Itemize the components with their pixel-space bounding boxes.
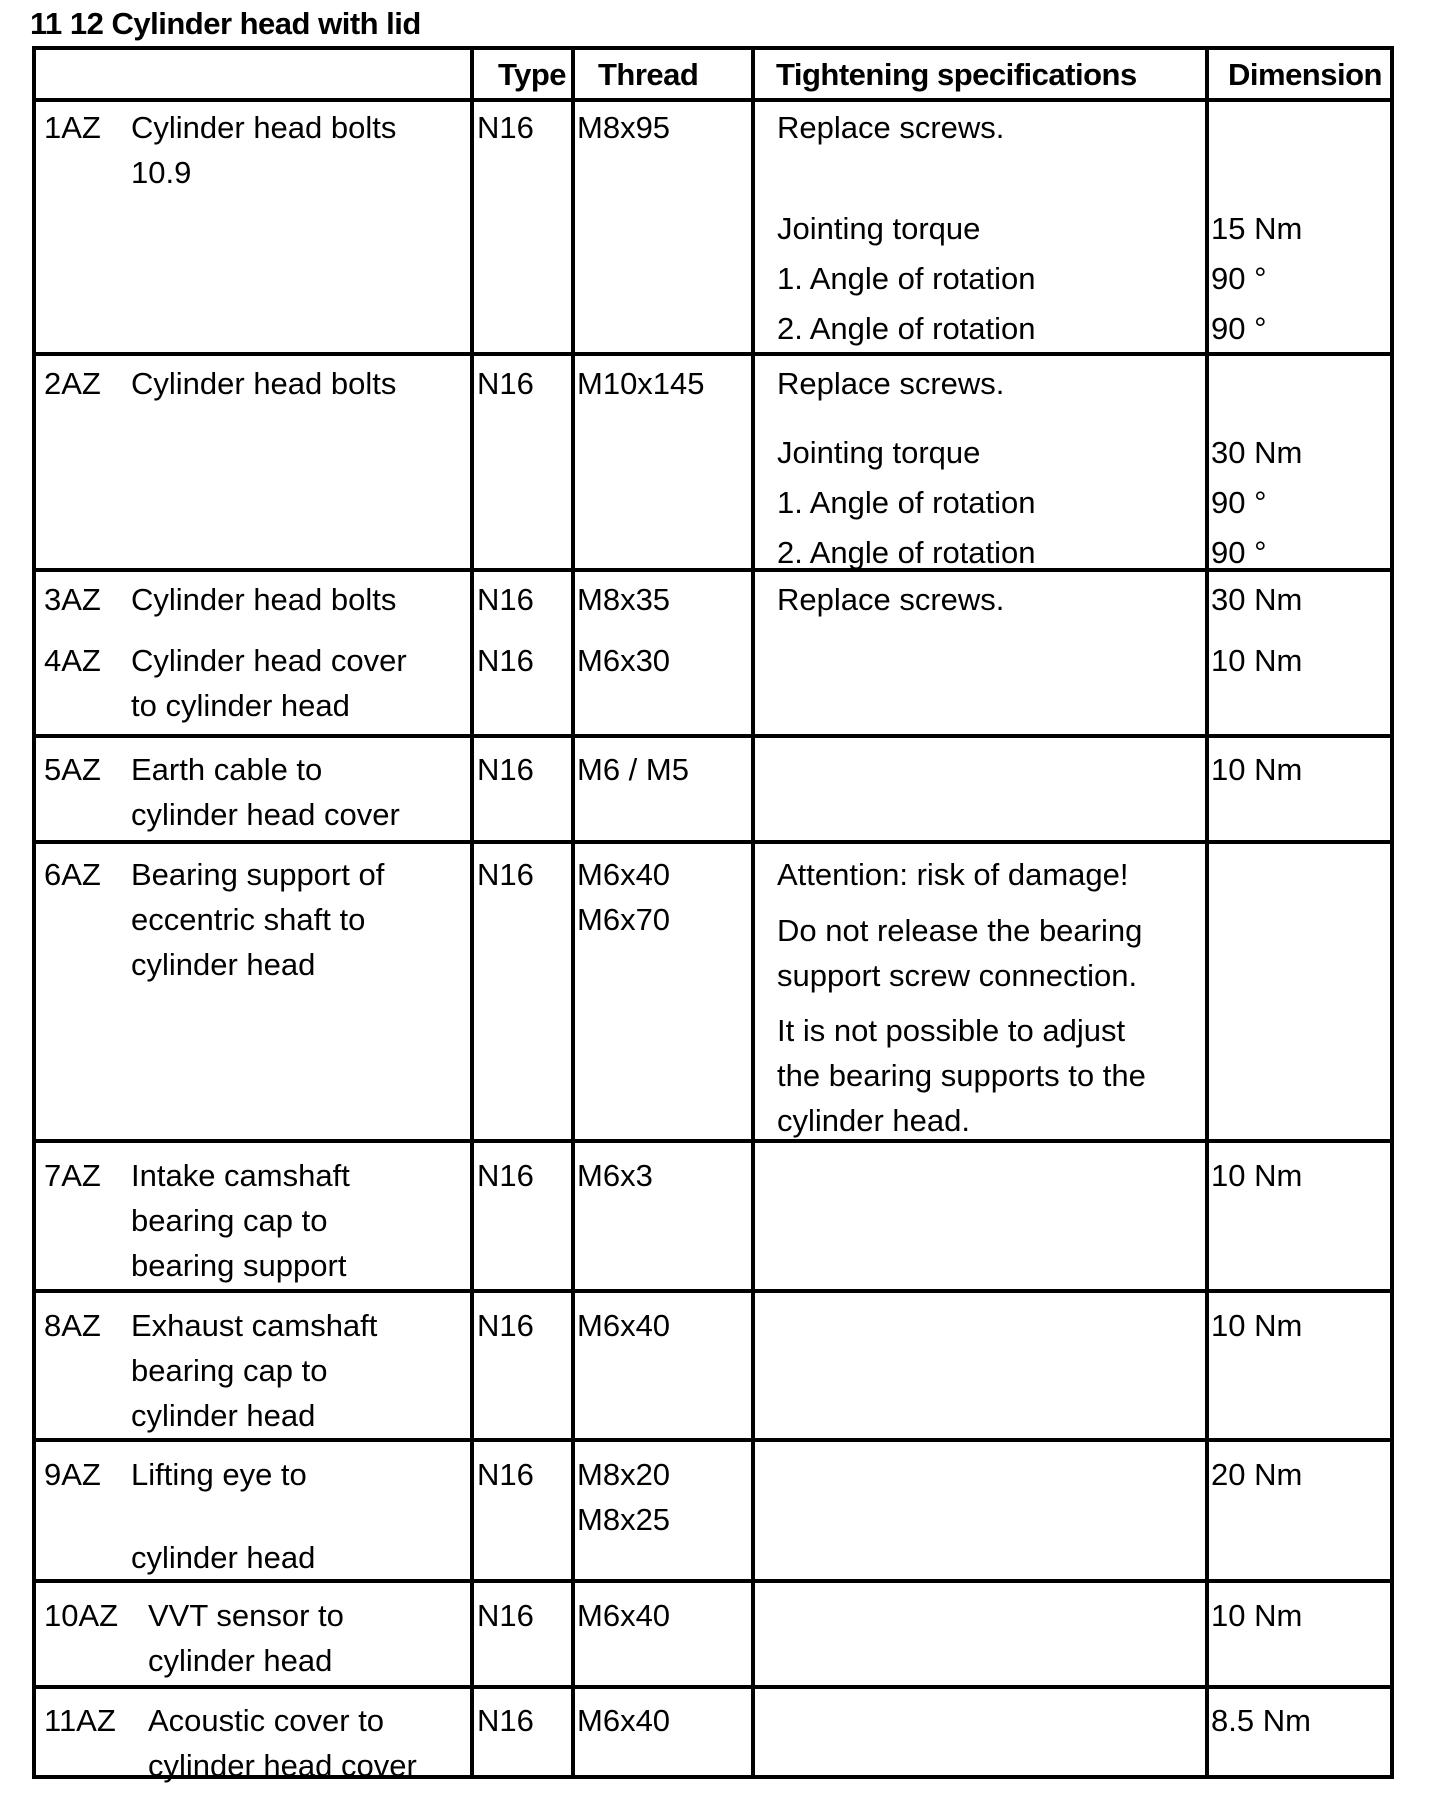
row-spec: Attention: risk of damage! — [777, 857, 1129, 892]
row-dimension: 30 Nm — [1211, 582, 1303, 617]
row-id: 6AZ — [44, 857, 101, 892]
row-dimension: 90 ° — [1211, 261, 1267, 296]
row-dimension: 30 Nm — [1211, 435, 1303, 470]
row-description: Cylinder head bolts — [131, 366, 397, 401]
row-dimension: 10 Nm — [1211, 1158, 1303, 1193]
row-thread: M8x25 — [577, 1502, 671, 1537]
row-dimension: 90 ° — [1211, 485, 1267, 520]
row-spec: Replace screws. — [777, 110, 1005, 145]
row-description: 10.9 — [131, 155, 192, 190]
row-description: bearing cap to — [131, 1203, 328, 1238]
row-dimension: 10 Nm — [1211, 1598, 1303, 1633]
row-spec: 1. Angle of rotation — [777, 485, 1036, 520]
row-dimension: 90 ° — [1211, 311, 1267, 346]
row-dimension: 15 Nm — [1211, 211, 1303, 246]
row-thread: M6x3 — [577, 1158, 653, 1193]
row-description: bearing support — [131, 1248, 347, 1283]
row-description: cylinder head — [131, 947, 316, 982]
row-divider — [32, 1438, 1394, 1442]
row-divider — [32, 98, 1394, 102]
row-description: to cylinder head — [131, 688, 350, 723]
row-spec: the bearing supports to the — [777, 1058, 1146, 1093]
row-spec: 2. Angle of rotation — [777, 311, 1036, 346]
row-thread: M6x40 — [577, 1598, 671, 1633]
row-thread: M8x35 — [577, 582, 671, 617]
row-thread: M6x30 — [577, 643, 671, 678]
row-thread: M6 / M5 — [577, 752, 689, 787]
header-type: Type — [498, 57, 567, 92]
row-description: Bearing support of — [131, 857, 385, 892]
row-id: 11AZ — [44, 1703, 116, 1738]
row-divider — [32, 352, 1394, 356]
row-type: N16 — [477, 582, 534, 617]
row-thread: M8x95 — [577, 110, 671, 145]
header-tightening-specifications: Tightening specifications — [776, 57, 1137, 92]
row-description: cylinder head — [131, 1540, 316, 1575]
row-description: cylinder head — [148, 1643, 333, 1678]
row-description: cylinder head cover — [148, 1748, 417, 1783]
row-spec: 1. Angle of rotation — [777, 261, 1036, 296]
row-thread: M6x40 — [577, 857, 671, 892]
column-divider — [751, 46, 755, 1779]
page-title: 11 12 Cylinder head with lid — [30, 6, 421, 41]
row-id: 8AZ — [44, 1308, 101, 1343]
row-id: 1AZ — [44, 110, 101, 145]
row-spec: Replace screws. — [777, 366, 1005, 401]
row-divider — [32, 1289, 1394, 1293]
row-spec: Jointing torque — [777, 211, 981, 246]
row-dimension: 10 Nm — [1211, 1308, 1303, 1343]
row-divider — [32, 1685, 1394, 1689]
row-id: 9AZ — [44, 1457, 101, 1492]
row-dimension: 90 ° — [1211, 535, 1267, 570]
header-thread: Thread — [598, 57, 699, 92]
header-dimension: Dimension — [1228, 57, 1382, 92]
row-divider — [32, 734, 1394, 738]
row-description: VVT sensor to — [148, 1598, 344, 1633]
row-type: N16 — [477, 1703, 534, 1738]
row-dimension: 10 Nm — [1211, 643, 1303, 678]
row-type: N16 — [477, 1598, 534, 1633]
row-description: Cylinder head bolts — [131, 582, 397, 617]
row-description: cylinder head cover — [131, 797, 400, 832]
row-id: 10AZ — [44, 1598, 119, 1633]
row-type: N16 — [477, 110, 534, 145]
row-type: N16 — [477, 1308, 534, 1343]
row-spec: Replace screws. — [777, 582, 1005, 617]
row-dimension: 20 Nm — [1211, 1457, 1303, 1492]
row-thread: M8x20 — [577, 1457, 671, 1492]
row-spec: Do not release the bearing — [777, 913, 1143, 948]
row-type: N16 — [477, 643, 534, 678]
row-description: cylinder head — [131, 1398, 316, 1433]
column-divider — [571, 46, 575, 1779]
row-dimension: 8.5 Nm — [1211, 1703, 1311, 1738]
row-description: Intake camshaft — [131, 1158, 350, 1193]
row-id: 3AZ — [44, 582, 101, 617]
row-spec: support screw connection. — [777, 958, 1138, 993]
row-spec: Jointing torque — [777, 435, 981, 470]
row-dimension: 10 Nm — [1211, 752, 1303, 787]
row-thread: M6x40 — [577, 1308, 671, 1343]
row-id: 5AZ — [44, 752, 101, 787]
row-description: Exhaust camshaft — [131, 1308, 378, 1343]
row-type: N16 — [477, 366, 534, 401]
row-spec: 2. Angle of rotation — [777, 535, 1036, 570]
row-type: N16 — [477, 1457, 534, 1492]
row-spec: cylinder head. — [777, 1103, 971, 1138]
row-type: N16 — [477, 752, 534, 787]
row-id: 4AZ — [44, 643, 101, 678]
column-divider — [1205, 46, 1209, 1779]
row-divider — [32, 568, 1394, 572]
row-description: Cylinder head bolts — [131, 110, 397, 145]
row-spec: It is not possible to adjust — [777, 1013, 1126, 1048]
row-description: Acoustic cover to — [148, 1703, 385, 1738]
row-description: bearing cap to — [131, 1353, 328, 1388]
row-thread: M6x40 — [577, 1703, 671, 1738]
row-description: Earth cable to — [131, 752, 323, 787]
row-divider — [32, 1139, 1394, 1143]
row-thread: M10x145 — [577, 366, 705, 401]
row-thread: M6x70 — [577, 902, 671, 937]
column-divider — [470, 46, 474, 1779]
row-divider — [32, 840, 1394, 844]
row-description: Cylinder head cover — [131, 643, 407, 678]
row-description: Lifting eye to — [131, 1457, 307, 1492]
row-type: N16 — [477, 857, 534, 892]
row-type: N16 — [477, 1158, 534, 1193]
row-description: eccentric shaft to — [131, 902, 366, 937]
row-id: 7AZ — [44, 1158, 101, 1193]
row-id: 2AZ — [44, 366, 101, 401]
